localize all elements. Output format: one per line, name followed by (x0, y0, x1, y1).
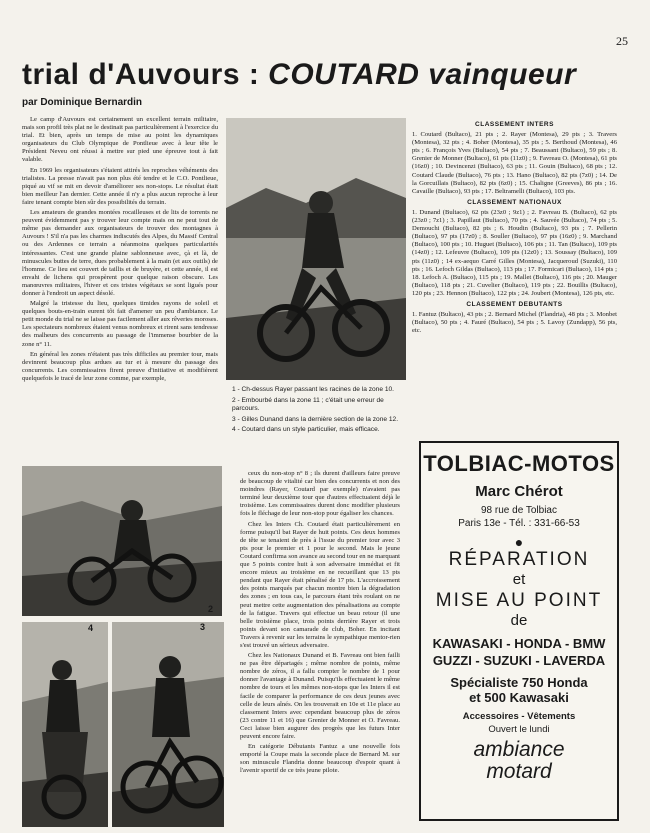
article-headline (22, 58, 576, 92)
paragraph: ceux du non-stop n° 8 ; ils durent d'ailleurs faire preuve de beaucoup de vitalité car bien des concurrents et non des moindres (Rayer, Coutard par exemple) n'avaient pas terminé leur deuxième tour que d'autres effectuaient déjà le troisième. Les commissaires durent donc modifier plusieurs fois le fléchage de leur non-stop pour égaliser les chances. (240, 470, 400, 518)
paragraph: En général les zones n'étaient pas très difficiles au premier tour, mais devinrent beaucoup plus ardues au tur et à mesure du passage des concurrents. Les commissaires firent preuve d'initiative et modifièrent quelquefois le tracé de leur zone comme, par exemple, (22, 350, 218, 382)
caption-4: 4 - Coutard dans un style particulier, mais efficace. (232, 426, 380, 433)
tolbiac-motos-advertisement (419, 441, 619, 821)
ad-brands-line2: GUZZI - SUZUKI - LAVERDA (432, 653, 606, 668)
caption-3: 3 - Gilles Dunand dans la dernière section de la zone 12. (232, 415, 399, 423)
photo-rider-1-image (226, 118, 406, 380)
photo-label-3: 3 (200, 622, 206, 632)
headline-part1: trial d'Auvours : (22, 58, 269, 91)
paragraph: Le camp d'Auvours est certainement un excellent terrain militaire, mais son profil très plat ne le destinait pas particulièrement à l'exercice du trial. Et bien, après un temps de mise au point les dynamiques organisateurs du Club Olympique de Pontlieue avec à leur tête le Président Neveu ont réussi à mettre sur pied une épreuve tout à fait valable. (22, 116, 218, 164)
photo-label-4: 4 (88, 623, 94, 633)
ad-accessories: Accessoires - Vêtements (462, 711, 576, 722)
article-column-middle (240, 470, 400, 815)
ad-spec-line2: et 500 Kawasaki (469, 690, 569, 705)
ad-street: 98 rue de Tolbiac (481, 505, 557, 516)
photo-rider-2-image (22, 466, 222, 616)
paragraph: Chez les Inters Ch. Coutard était particulièrement en forme puisqu'il bat Rayer de huit points. Ces deux hommes de tête se tenaient de près à l'issue du premier tour avec 3 pts pour le premier et 1 pour le second. Mais le jeune Coutard confirma son avance au second tour en ne marquant que 5 points contre huit à son adversaire immédiat et fit encore mieux au troisième en ne recueillant que 13 pts pendant que Rayer était pénalisé de 17 pts. L'accroissement des points marqués par chacun montre bien la dégradation des zones ; en tous cas, le parcours étant très roulant on ne peut mettre cette augmentation des pénalisations au compte de la fatigue. Travers qui effectue un beau retour (il une belle troisième place, trois points derrière Rayer et trois points devant son camarade de club, Boher. En incitant Travers à revenir sur les terrains le sympathique mentor-rien s'est trouvé un sérieux adversaire. (240, 520, 400, 649)
photo-captions (232, 386, 402, 437)
ad-brands (421, 635, 617, 669)
ad-reparation: RÉPARATION (448, 549, 590, 570)
page-number: 25 (616, 34, 628, 48)
ad-opening: Ouvert le lundi (488, 724, 550, 735)
ad-et: et (512, 571, 526, 588)
ad-de: de (510, 612, 528, 629)
ad-brands-line1: KAWASAKI - HONDA - BMW (432, 636, 606, 651)
photo-rider-2 (22, 466, 222, 616)
photo-rider-3-image (22, 622, 108, 827)
paragraph: Malgré la tristesse du lieu, quelques timides rayons de soleil et quelques bouts-en-train eurent tôt fait d'amener un peu d'ambiance. Le petit monde du trial ne se laisse pas facilement aller aux rêveries moroses. Les spectateurs nombreux étaient venus nombreux et rirent sans tendresse des malheurs des concurrents au passage de l'immense bourbier de la zone n° 11. (22, 300, 218, 348)
paragraph: En 1969 les organisateurs s'étaient attirés les reproches véhéments des trialistes. La presse n'avait pas non plus été tendre et le C.O. Pontlieue, piqué au vif se mit en devoir d'améliorer ses non-stops. Le résultat était bien meilleur l'an dernier. Cette année il n'y a plus aucun reproche à leur faire tenant compte bien sûr des possibilités du terrain. (22, 166, 218, 206)
article-column-left (22, 116, 218, 446)
ad-specialist (421, 675, 617, 705)
byline: par Dominique Bernardin (22, 97, 143, 108)
results-heading-nationaux: CLASSEMENT NATIONAUX (467, 198, 562, 206)
results-body-inters: 1. Coutard (Bultaco), 21 pts ; 2. Rayer (Montesa), 29 pts ; 3. Travers (Montesa), 32 pts ; 4. Boher (Montesa), 35 pts ; 5. Berthoud (Montesa), 46 pts ; 6. François Yves (Bultaco), 54 pts ; 7. Beaussant (Bultaco), 59 pts ; 8. Grenier de Monner (Bultaco), 61 pts (11z0) ; 9. Favreau O. (Montesa), 61 pts (16z0) ; 10. Devincenzi (Bultaco), 63 pts ; 11. Gouin (Bultaco), 68 pts ; 12. Coutard Claude (Bultaco), 76 pts ; 13. Hano (Bultaco), 82 pts (7z0) ; 14. De la Gorcuillais (Bultaco), 82 pts (6z0) ; 15. Chaligne (Greeves), 86 pts ; 16. Cavaille (Bultaco), 93 pts ; 17. Beltramelli (Bultaco), 103 pts. (412, 131, 617, 195)
ad-city-phone: Paris 13e - Tél. : 331-66-53 (458, 518, 580, 529)
ad-slogan-line1: ambiance (473, 738, 565, 761)
ad-shop-name: TOLBIAC-MOTOS (423, 451, 615, 476)
results-body-nationaux: 1. Dunand (Bultaco), 62 pts (23z0 ; 9z1) ; 2. Favreau B. (Bultaco), 62 pts (23z0 ; 7z1) ; 3. Papillaut (Bultaco), 70 pts ; 4. Sauvée (Bultaco), 74 pts ; 5. Demouchi (Bultaco), 82 pts ; 6. Houdin (Bultaco), 93 pts ; 7. Pellerin (Bultaco), 97 pts (17z0) ; 8. Souller (Bultaco), 97 pts (16z0) ; 9. Marchand (Bultaco), 100 pts ; 10. Huguet (Bultaco), 106 pts ; 11. Tan (Bultaco), 109 pts (14z0) ; 12. Lefeuvre (Bultaco), 109 pts (12z0) ; 13. Soussay (Bultaco), 109 pts (11z0) ; 14 ex-aequo Carré Gilles (Montesa), Jacqueroud (Suzuki), 110 pts ; 16. Lefoch Gildas (Bultaco), 113 pts ; 17. Formicari (Bultaco), 114 pts ; 18. Lefoch A. (Bultaco), 115 pts ; 19. Mallet (Bultaco), 116 pts ; 20. Mauger (Bultaco), 118 pts ; 21. Cuvelier (Bultaco), 119 pts ; 22. Bouillis (Bultaco), 120 pts ; 23. Hennon (Bultaco), 122 pts ; 24. Joubert (Montesa), 126 pts, etc. (412, 208, 617, 297)
caption-1: 1 - Ch-dessus Rayer passant les racines de la zone 10. (232, 386, 394, 393)
results-heading-debutants: CLASSEMENT DEBUTANTS (466, 300, 563, 308)
photo-label-2: 2 (208, 604, 214, 614)
ad-slogan-line2: motard (486, 760, 552, 783)
results-heading-inters: CLASSEMENT INTERS (475, 121, 554, 128)
ad-mise-au-point: MISE AU POINT (435, 590, 603, 611)
ad-slogan (421, 739, 617, 783)
photo-rider-4 (112, 622, 224, 827)
paragraph: Chez les Nationaux Dunand et B. Favreau ont bien failli ne pas être départagés ; même nombre de points, même nombre de zéros, il a fallu compter le nombre de 1 pour donner l'avantage à Dunand. Puisqu'ils effectuaient le même nombre de tours et les mêmes non-stops que les Inters il est facile de comparer la performance de ces deux jeunes avec celle de leurs aînés. On les trouverait en 10e et 11e place au classement Inters avec cependant beaucoup plus de zéros (23 contre 11 et 16) que Grenier de Monner et O. Favreau. Ceci laisse bien augurer des progrès que les futurs Inter peuvent encore faire. (240, 652, 400, 740)
headline-part2: COUTARD vainqueur (268, 58, 577, 91)
paragraph: Les amateurs de grandes montées rocailleuses et de lits de torrents ne peuvent évidemment pas y trouver leur compte mais on ne peut tout de même pas demander aux organisateurs de trouver des montagnes à Auvours ! S'il n'a pas les charmes indiscutés des Alpes, du Massif Central ou des Ardennes ce terrain a néanmoins quelques particularités intéressantes. C'est une grande plaine sablonneuse avec, çà et là, de minuscules buttes de terre, dues probablement à la main (et aux outils) de l'homme. Ce lieu est couvert de taillis et de bruyère, et cette année, il est envahi de lichens qui prospèrent pour quelque raison obscure. Les manœuvres militaires, l'hiver et ces tristes végétaux se sont ligués pour donner à l'endroit un aspect désolé. (22, 209, 218, 297)
paragraph: En catégorie Débutants Fantuz a une nouvelle fois emporté la Coupe mais la seconde place de Bernard M. sur son minuscule Flandria donne beaucoup d'espoir quant à l'avenir sportif de ce très jeune pilote. (240, 743, 400, 775)
photo-rider-4-image (112, 622, 224, 827)
caption-2: 2 - Embourbé dans la zone 11 ; c'était une erreur de parcours. (232, 396, 384, 412)
bullet-icon: ● (514, 534, 524, 550)
photo-rider-1 (226, 118, 406, 380)
results-column (412, 118, 617, 436)
ad-owner: Marc Chérot (475, 483, 563, 500)
photo-rider-3 (22, 622, 108, 827)
results-body-debutants: 1. Fantuz (Bultaco), 43 pts ; 2. Bernard Michel (Flandria), 48 pts ; 3. Monbet (Bultaco), 50 pts ; 4. Fauré (Bultaco), 54 pts ; 5. Lavoy (Zundapp), 56 pts, etc. (412, 311, 617, 335)
ad-spec-line1: Spécialiste 750 Honda (450, 675, 588, 690)
